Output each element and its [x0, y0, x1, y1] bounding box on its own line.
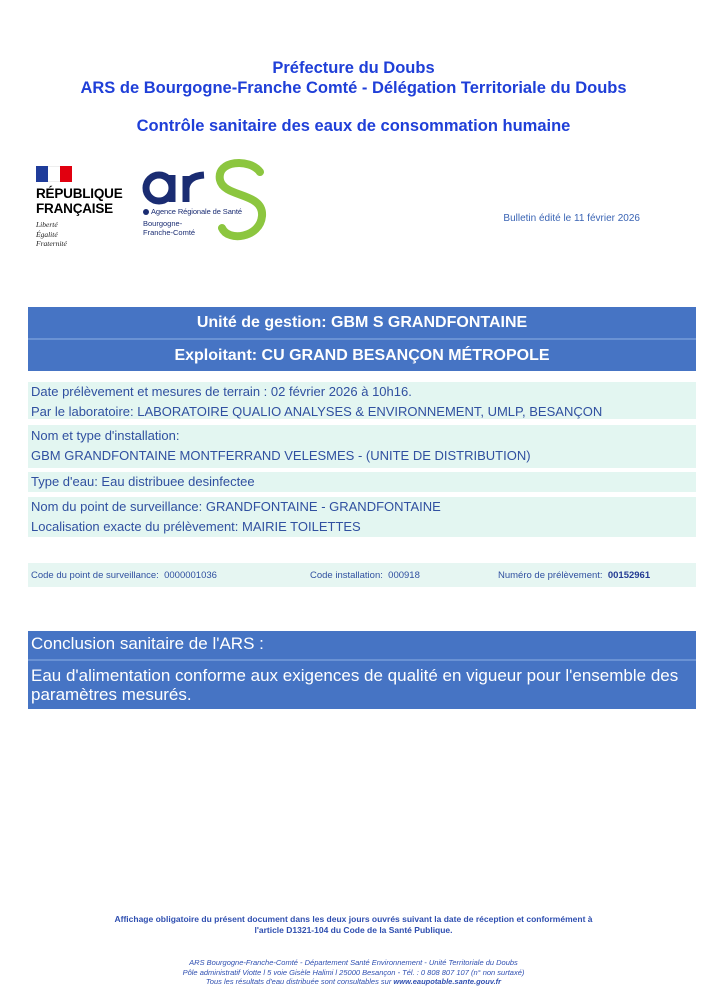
sample-number: Numéro de prélèvement: 00152961 — [498, 570, 651, 581]
sampling-info-block — [28, 382, 696, 419]
ars-dot-icon — [143, 209, 149, 215]
sampling-location: Localisation exacte du prélèvement: MAIRIE TOILETTES — [31, 519, 361, 534]
motto-egalite: Égalité — [36, 229, 58, 239]
unite-gestion: Unité de gestion: GBM S GRANDFONTAINE — [196, 314, 528, 331]
republique-motto — [36, 220, 136, 249]
ars-logo — [142, 158, 272, 248]
display-notice: Affichage obligatoire du présent document dans les deux jours ouvrés suivant la date de réception et conformément à l'article D1321-104 du Code de la Santé Publique. — [114, 914, 593, 935]
eaupotable-link[interactable]: www.eaupotable.sante.gouv.fr — [393, 977, 502, 986]
installation-block — [28, 425, 696, 468]
republique-name-line1: RÉPUBLIQUE — [36, 186, 123, 201]
bulletin-date: Bulletin édité le 11 février 2026 — [503, 213, 640, 224]
surveillance-block — [28, 497, 696, 537]
surveillance-point-code: Code du point de surveillance: 0000001036 — [31, 570, 217, 581]
codes-bar — [28, 563, 696, 587]
water-type-block — [28, 472, 696, 492]
laboratory: Par le laboratoire: LABORATOIRE QUALIO ANALYSES & ENVIRONNEMENT, UMLP, BESANÇON — [31, 404, 603, 419]
ars-agency-name: Agence Régionale de Santé — [143, 207, 242, 216]
motto-liberte: Liberté — [36, 220, 58, 229]
document-header — [0, 58, 707, 136]
sanitary-conclusion — [28, 631, 696, 709]
motto-fraternite: Fraternité — [36, 239, 67, 248]
installation-label: Nom et type d'installation: — [31, 428, 180, 443]
unit-banner — [28, 307, 696, 371]
results-website: Tous les résultats d'eau distribuée sont consultables sur www.eaupotable.sante.gouv.fr — [205, 977, 502, 986]
footer-address: ARS Bourgogne-Franche-Comté - Département Santé Environnement - Unité Territoriale du Doubs Pôle administratif Viotte l 5 voie Gisèle Halimi l 25000 Besançon - Tél. : 0 808 807 107 (n° non surtaxé) Tous les résultats d'eau distribuée sont consultables sur www.eaupotable.sante.gouv.fr — [0, 958, 707, 987]
ars-delegation-title: ARS de Bourgogne-Franche Comté - Délégation Territoriale du Doubs — [80, 79, 627, 97]
ars-region-name: Bourgogne- Franche-Comté — [143, 219, 196, 237]
sampling-date: Date prélèvement et mesures de terrain : 02 février 2026 à 10h16. — [31, 384, 412, 399]
installation-value: GBM GRANDFONTAINE MONTFERRAND VELESMES - (UNITE DE DISTRIBUTION) — [31, 448, 531, 463]
republique-name-line2: FRANÇAISE — [36, 201, 113, 216]
conclusion-text: Eau d'alimentation conforme aux exigences de qualité en vigueur pour l'ensemble des paramètres mesurés. — [31, 666, 679, 704]
surveillance-point: Nom du point de surveillance: GRANDFONTAINE - GRANDFONTAINE — [31, 499, 441, 514]
installation-code: Code installation: 000918 — [310, 570, 420, 581]
document-title: Contrôle sanitaire des eaux de consommation humaine — [136, 117, 571, 135]
conclusion-title: Conclusion sanitaire de l'ARS : — [28, 631, 696, 661]
prefecture-title: Préfecture du Doubs — [272, 59, 435, 77]
french-flag-icon — [36, 166, 72, 182]
republique-francaise-logo — [36, 166, 136, 249]
water-type: Type d'eau: Eau distribuee desinfectee — [31, 474, 255, 489]
exploitant: Exploitant: CU GRAND BESANÇON MÉTROPOLE — [28, 338, 696, 371]
